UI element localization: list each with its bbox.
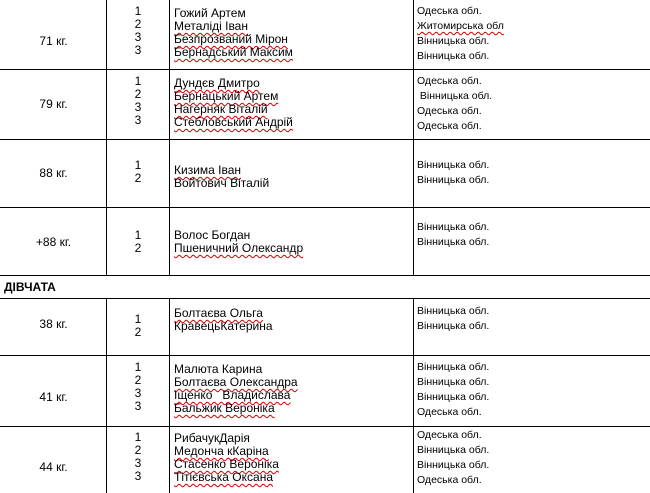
place-number: 2 — [134, 17, 142, 31]
athlete-cell — [170, 70, 414, 139]
region-name: Вінницька обл. — [417, 236, 490, 248]
place-number: 2 — [134, 373, 142, 387]
place-number: 2 — [134, 87, 142, 101]
section-row-girls — [0, 276, 650, 298]
place-number: 3 — [134, 456, 142, 470]
region-cell — [414, 299, 650, 355]
athlete-name: Медонча кКаріна — [174, 444, 269, 458]
athlete-cell — [170, 299, 414, 355]
region-name: Вінницька обл. — [417, 221, 490, 233]
athlete-name: Болтаєва Ольга — [174, 306, 263, 320]
athlete-name: РибачукДарія — [174, 431, 250, 445]
place-number: 3 — [134, 100, 142, 114]
athlete-name: Тітієвська Оксана — [174, 470, 273, 484]
athlete-cell — [170, 208, 414, 275]
place-cell — [107, 427, 170, 493]
table-row-38kg — [0, 299, 650, 355]
section-heading: ДІВЧАТА — [4, 280, 56, 294]
athlete-name: Металіді Іван — [174, 19, 248, 33]
table-row-plus88kg — [0, 208, 650, 275]
weight-category: 44 кг. — [39, 460, 68, 474]
weight-cell — [0, 70, 107, 139]
region-cell — [414, 427, 650, 493]
athlete-name: Безпрозваний Мірон — [174, 32, 288, 46]
weight-category: 38 кг. — [39, 317, 68, 331]
place-cell — [107, 140, 170, 207]
athlete-name: Кизима Іван — [174, 163, 242, 177]
athlete-cell — [170, 140, 414, 207]
region-name: Вінницька обл. — [417, 320, 490, 332]
athlete-cell — [170, 356, 414, 426]
athlete-name: Гожий Артем — [174, 6, 246, 20]
table-row-44kg — [0, 427, 650, 493]
place-cell — [107, 208, 170, 275]
weight-cell — [0, 299, 107, 355]
place-number: 1 — [134, 228, 142, 242]
region-name: Одеська обл. — [417, 5, 482, 17]
region-name: Одеська обл. — [417, 105, 482, 117]
athlete-name: Бернадський Максим — [174, 45, 293, 59]
place-cell — [107, 70, 170, 139]
table-row-88kg — [0, 140, 650, 207]
weight-cell — [0, 208, 107, 275]
region-name: Одеська обл. — [417, 406, 482, 418]
place-number: 2 — [134, 241, 142, 255]
table-row-79kg — [0, 70, 650, 139]
place-number: 3 — [134, 30, 142, 44]
region-name: Одеська обл. — [417, 429, 482, 441]
place-number: 2 — [134, 171, 142, 185]
athlete-name: Нагерняк Віталій — [174, 102, 268, 116]
region-cell — [414, 0, 650, 69]
place-number: 3 — [134, 399, 142, 413]
region-name: Вінницька обл. — [417, 174, 490, 186]
athlete-name: КравецьКатерина — [174, 319, 273, 333]
weight-category: 41 кг. — [39, 390, 68, 404]
place-number: 1 — [134, 74, 142, 88]
weight-category: 88 кг. — [39, 166, 68, 180]
place-number: 3 — [134, 469, 142, 483]
athlete-name: Іщенко Владислава — [174, 388, 291, 402]
place-number: 1 — [134, 312, 142, 326]
athlete-name: Волос Богдан — [174, 228, 251, 242]
region-cell — [414, 356, 650, 426]
region-name: Вінницька обл. — [417, 35, 490, 47]
region-cell — [414, 70, 650, 139]
athlete-name: Стебловський Андрій — [174, 115, 293, 129]
table-row-71kg — [0, 0, 650, 69]
athlete-name: Стасенко Вероніка — [174, 457, 279, 471]
region-cell — [414, 208, 650, 275]
place-number: 1 — [134, 4, 142, 18]
region-name: Вінницька обл. — [417, 361, 490, 373]
place-number: 1 — [134, 158, 142, 172]
weight-cell — [0, 427, 107, 493]
region-name: Житомирська обл — [417, 20, 504, 32]
region-cell — [414, 140, 650, 207]
region-name: Одеська обл. — [417, 474, 482, 486]
weight-cell — [0, 0, 107, 69]
athlete-name: Бальжик Вероніка — [174, 401, 275, 415]
athlete-name: Бернацький Артем — [174, 89, 279, 103]
place-number: 3 — [134, 386, 142, 400]
region-name: Вінницька обл. — [417, 90, 493, 102]
place-cell — [107, 356, 170, 426]
athlete-cell — [170, 427, 414, 493]
place-cell — [107, 0, 170, 69]
region-name: Вінницька обл. — [417, 159, 490, 171]
region-name: Вінницька обл. — [417, 50, 490, 62]
region-name: Вінницька обл. — [417, 444, 490, 456]
region-name: Одеська обл. — [417, 120, 482, 132]
athlete-name: Малюта Карина — [174, 362, 263, 376]
region-name: Одеська обл. — [417, 75, 482, 87]
region-name: Вінницька обл. — [417, 376, 490, 388]
weight-cell — [0, 356, 107, 426]
weight-category: 79 кг. — [39, 97, 68, 111]
athlete-name: Войтович Віталій — [174, 176, 270, 190]
place-number: 2 — [134, 443, 142, 457]
place-number: 2 — [134, 325, 142, 339]
region-name: Вінницька обл. — [417, 459, 490, 471]
weight-cell — [0, 140, 107, 207]
place-cell — [107, 299, 170, 355]
athlete-name: Пшеничний Олександр — [174, 241, 304, 255]
place-number: 1 — [134, 360, 142, 374]
place-number: 3 — [134, 43, 142, 57]
region-name: Вінницька обл. — [417, 391, 490, 403]
weight-category: 71 кг. — [39, 34, 68, 48]
place-number: 1 — [134, 430, 142, 444]
athlete-cell — [170, 0, 414, 69]
athlete-name: Дундєв Дмитро — [174, 76, 260, 90]
athlete-name: Болтаєва Олександра — [174, 375, 298, 389]
weight-category: +88 кг. — [35, 235, 72, 249]
region-name: Вінницька обл. — [417, 305, 490, 317]
table-row-41kg — [0, 356, 650, 426]
place-number: 3 — [134, 113, 142, 127]
